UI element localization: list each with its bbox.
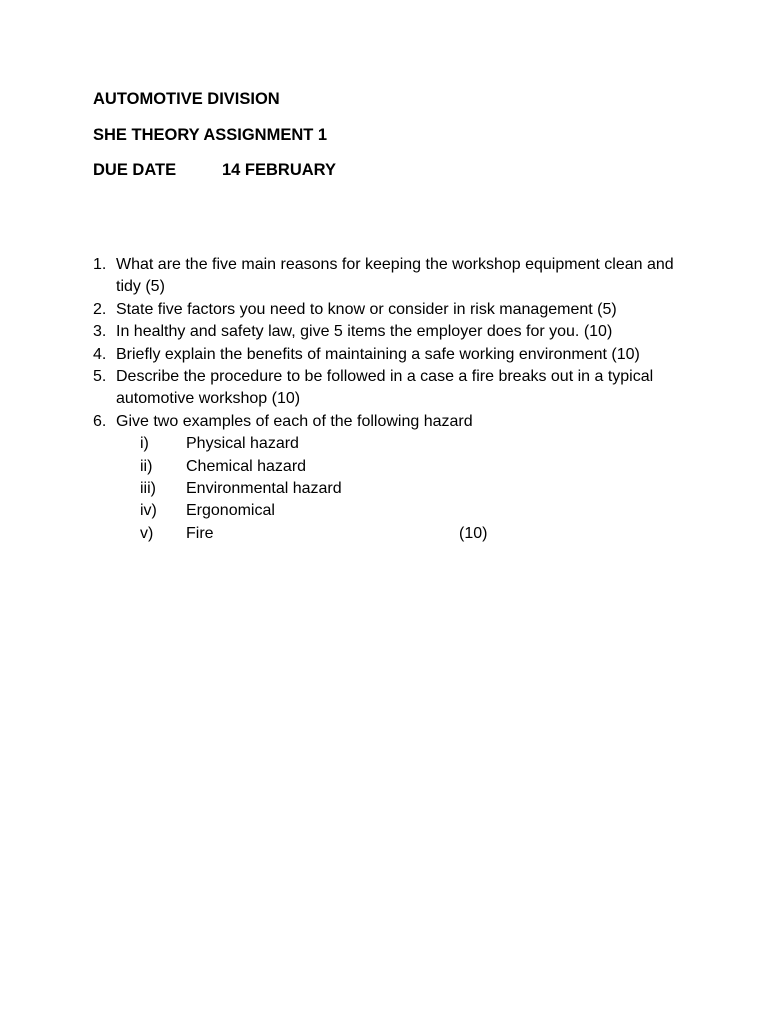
question-number: 2.	[93, 300, 107, 318]
hazard-item	[93, 433, 693, 455]
question-text: Give two examples of each of the following hazard	[116, 412, 473, 430]
due-date-label: DUE DATE	[93, 161, 177, 179]
hazard-text: Physical hazard	[186, 435, 299, 453]
question-number: 6.	[93, 412, 107, 430]
question-text: State five factors you need to know or consider in risk management (5)	[116, 300, 617, 318]
hazard-number: v)	[140, 524, 154, 542]
hazard-item	[93, 478, 693, 500]
due-date-value: 14 FEBRUARY	[222, 161, 336, 179]
question-item	[93, 411, 693, 433]
question-item	[93, 299, 693, 321]
due-date-line	[93, 160, 336, 180]
question-item	[93, 366, 693, 411]
hazard-item	[93, 523, 693, 545]
question-item	[93, 344, 693, 366]
question-item	[93, 254, 693, 299]
hazard-number: iv)	[140, 502, 157, 520]
question-number: 3.	[93, 323, 107, 341]
question-text: Describe the procedure to be followed in a case a fire breaks out in a typical automotive workshop (10)	[116, 368, 654, 408]
assignment-title: SHE THEORY ASSIGNMENT 1	[93, 126, 328, 144]
hazard-number: ii)	[140, 457, 153, 475]
question-text: What are the five main reasons for keeping the workshop equipment clean and tidy (5)	[116, 256, 674, 296]
question-text: In healthy and safety law, give 5 items the employer does for you. (10)	[116, 323, 613, 341]
question-list	[93, 254, 693, 545]
hazard-text: Ergonomical	[186, 502, 275, 520]
hazard-marks: (10)	[459, 524, 488, 542]
hazard-number: i)	[140, 435, 149, 453]
division-heading: AUTOMOTIVE DIVISION	[93, 90, 280, 108]
question-number: 1.	[93, 256, 107, 273]
question-number: 5.	[93, 368, 107, 386]
hazard-text: Environmental hazard	[186, 480, 342, 498]
question-text: Briefly explain the benefits of maintaining a safe working environment (10)	[116, 345, 640, 363]
hazard-item	[93, 500, 693, 522]
question-number: 4.	[93, 345, 107, 363]
hazard-text: Chemical hazard	[186, 457, 307, 475]
question-item	[93, 321, 693, 343]
hazard-text: Fire	[186, 524, 214, 542]
hazard-number: iii)	[140, 480, 156, 498]
hazard-item	[93, 456, 693, 478]
